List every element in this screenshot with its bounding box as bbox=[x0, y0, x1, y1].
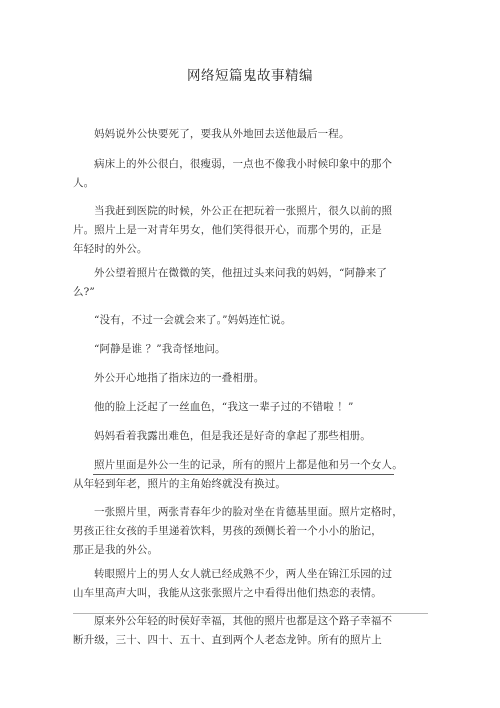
document-title: 网络短篇鬼故事精编 bbox=[187, 68, 313, 84]
page-rule bbox=[73, 613, 428, 614]
paragraph-6: “阿静是谁 ？”我奇怪地问。 bbox=[94, 343, 226, 355]
paragraph-7: 外公开心地指了指床边的一叠相册。 bbox=[94, 372, 265, 384]
paragraph-2: 病床上的外公很白，很瘦弱，一点也不像我小时候印象中的那个 人。 bbox=[73, 158, 393, 189]
underline-rule bbox=[93, 474, 394, 475]
paragraph-1: 妈妈说外公快要死了，要我从外地回去送他最后一程。 bbox=[94, 128, 350, 140]
paragraph-3: 当我赶到医院的时候，外公正在把玩着一张照片，很久以前的照 片。照片上是一对青年男女，他们笑得很开心，而那个男的，正是 年轻时的外公。 bbox=[73, 205, 393, 255]
paragraph-12: 转眼照片上的男人女人就已经成熟不少，两人坐在锦江乐园的过 山车里高声大叫，我能从这张张照片之中看得出他们热恋的表情。 bbox=[73, 568, 393, 599]
paragraph-10: 照片里面是外公一生的记录，所有的照片上都是他和另一个女人。 从年轻到年老，照片的主角始终就没有换过。 bbox=[73, 459, 403, 490]
paragraph-4: 外公望着照片在微微的笑，他扭过头来问我的妈妈，“阿静来了 么?” bbox=[73, 267, 388, 298]
paragraph-11: 一张照片里，两张青春年少的脸对坐在肯德基里面。照片定格时， 男孩正往女孩的手里递着饮料，男孩的颈侧长着一个小小的胎记， 那正是我的外公。 bbox=[73, 506, 403, 556]
paragraph-9: 妈妈看着我露出难色，但是我还是好奇的拿起了那些相册。 bbox=[94, 430, 371, 442]
paragraph-5: “没有，不过一会就会来了。”妈妈连忙说。 bbox=[94, 314, 292, 326]
paragraph-8: 他的脸上泛起了一丝血色，“我这一辈子过的不错啦 ！” bbox=[94, 401, 354, 413]
paragraph-13: 原来外公年轻的时侯好幸福，其他的照片也都是这个路子幸福不 断升级，三十、四十、五十、直到两个人老态龙钟。所有的照片上 bbox=[73, 615, 393, 646]
